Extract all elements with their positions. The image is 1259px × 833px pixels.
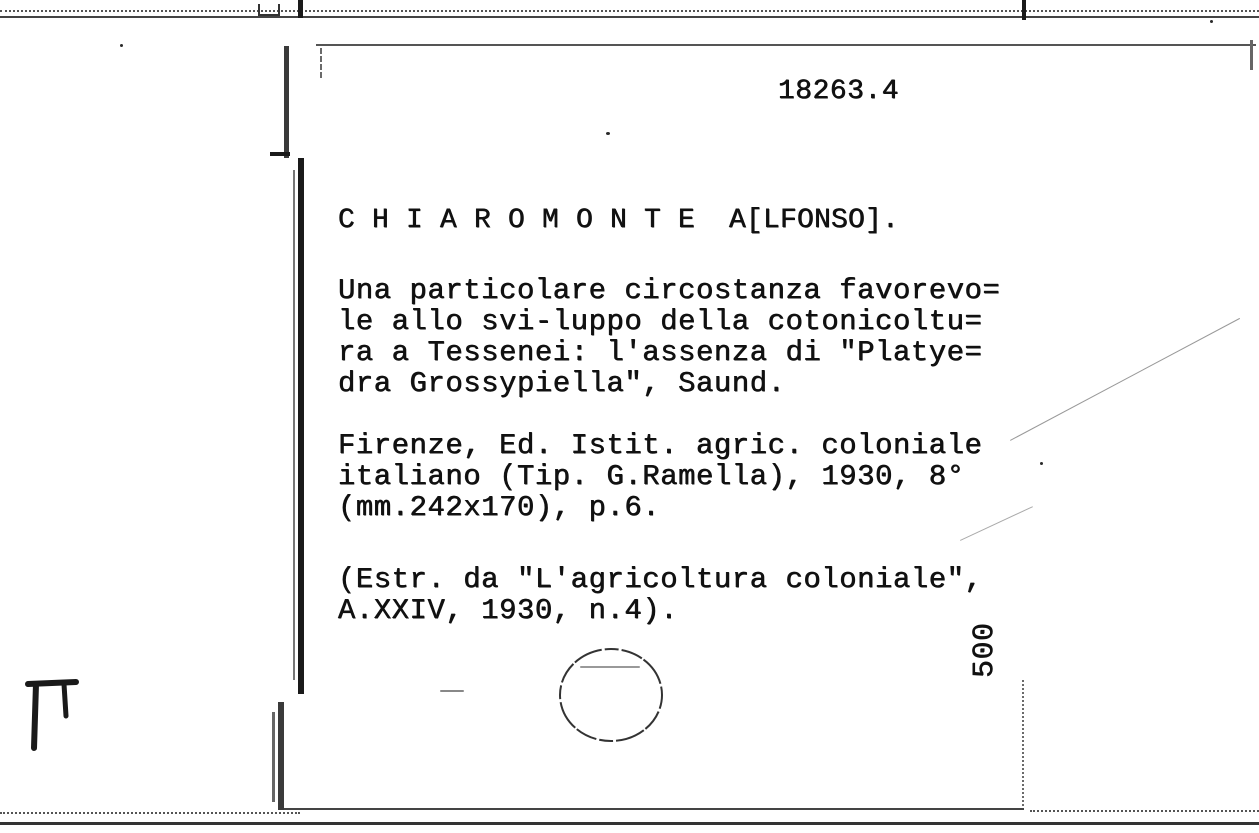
upper-left-rail [284,46,289,158]
title-line: ra a Tessenei: l'assenza di "Platye= [338,336,983,369]
punch-hole [556,644,668,746]
imprint-line: Firenze, Ed. Istit. agric. coloniale [338,429,983,462]
stray-diagonal-mark [1010,318,1240,441]
top-right-tab-mark [1022,0,1026,20]
speck [120,44,123,47]
series-line: (Estr. da "L'agricoltura coloniale", [338,563,983,596]
bottom-right-dotted-edge [1030,810,1259,812]
card-bottom-edge [284,808,1024,810]
top-dotted-edge [0,10,1259,12]
lower-left-rail [278,702,284,810]
imprint-line: italiano (Tip. G.Ramella), 1930, 8° [338,460,965,493]
author-heading: C H I A R O M O N T E A[LFONSO]. [338,205,900,236]
series-line: A.XXIV, 1930, n.4). [338,594,679,627]
card-left-fold-line [320,48,322,78]
top-tab-mark [298,0,303,18]
right-edge-mark [1250,40,1253,70]
shelf-mark: 500 [968,622,1002,678]
top-left-bracket [258,4,280,16]
stray-diagonal-mark-2 [960,506,1033,541]
top-edge-line [0,16,1259,18]
speck [606,132,610,135]
lower-left-rail-inner [272,712,275,802]
upper-left-rail-cap [270,152,290,156]
bottom-scan-edge [0,822,1259,825]
speck [440,690,464,692]
card-right-fold-line [1022,680,1024,810]
margin-tick-mark [20,674,80,754]
speck [1040,462,1043,465]
card-top-edge [316,44,1256,46]
bottom-dotted-edge [0,812,300,814]
main-left-rail-shadow [293,170,295,680]
imprint-line: (mm.242x170), p.6. [338,491,661,524]
catalog-number: 18263.4 [778,76,900,107]
title-line: dra Grossypiella", Saund. [338,367,786,400]
title-line: Una particolare circostanza favorevo= [338,274,1001,307]
title-line: le allo svi-luppo della cotonicoltu= [338,305,983,338]
speck [580,666,640,668]
main-left-rail [298,158,304,694]
speck [1210,20,1213,23]
